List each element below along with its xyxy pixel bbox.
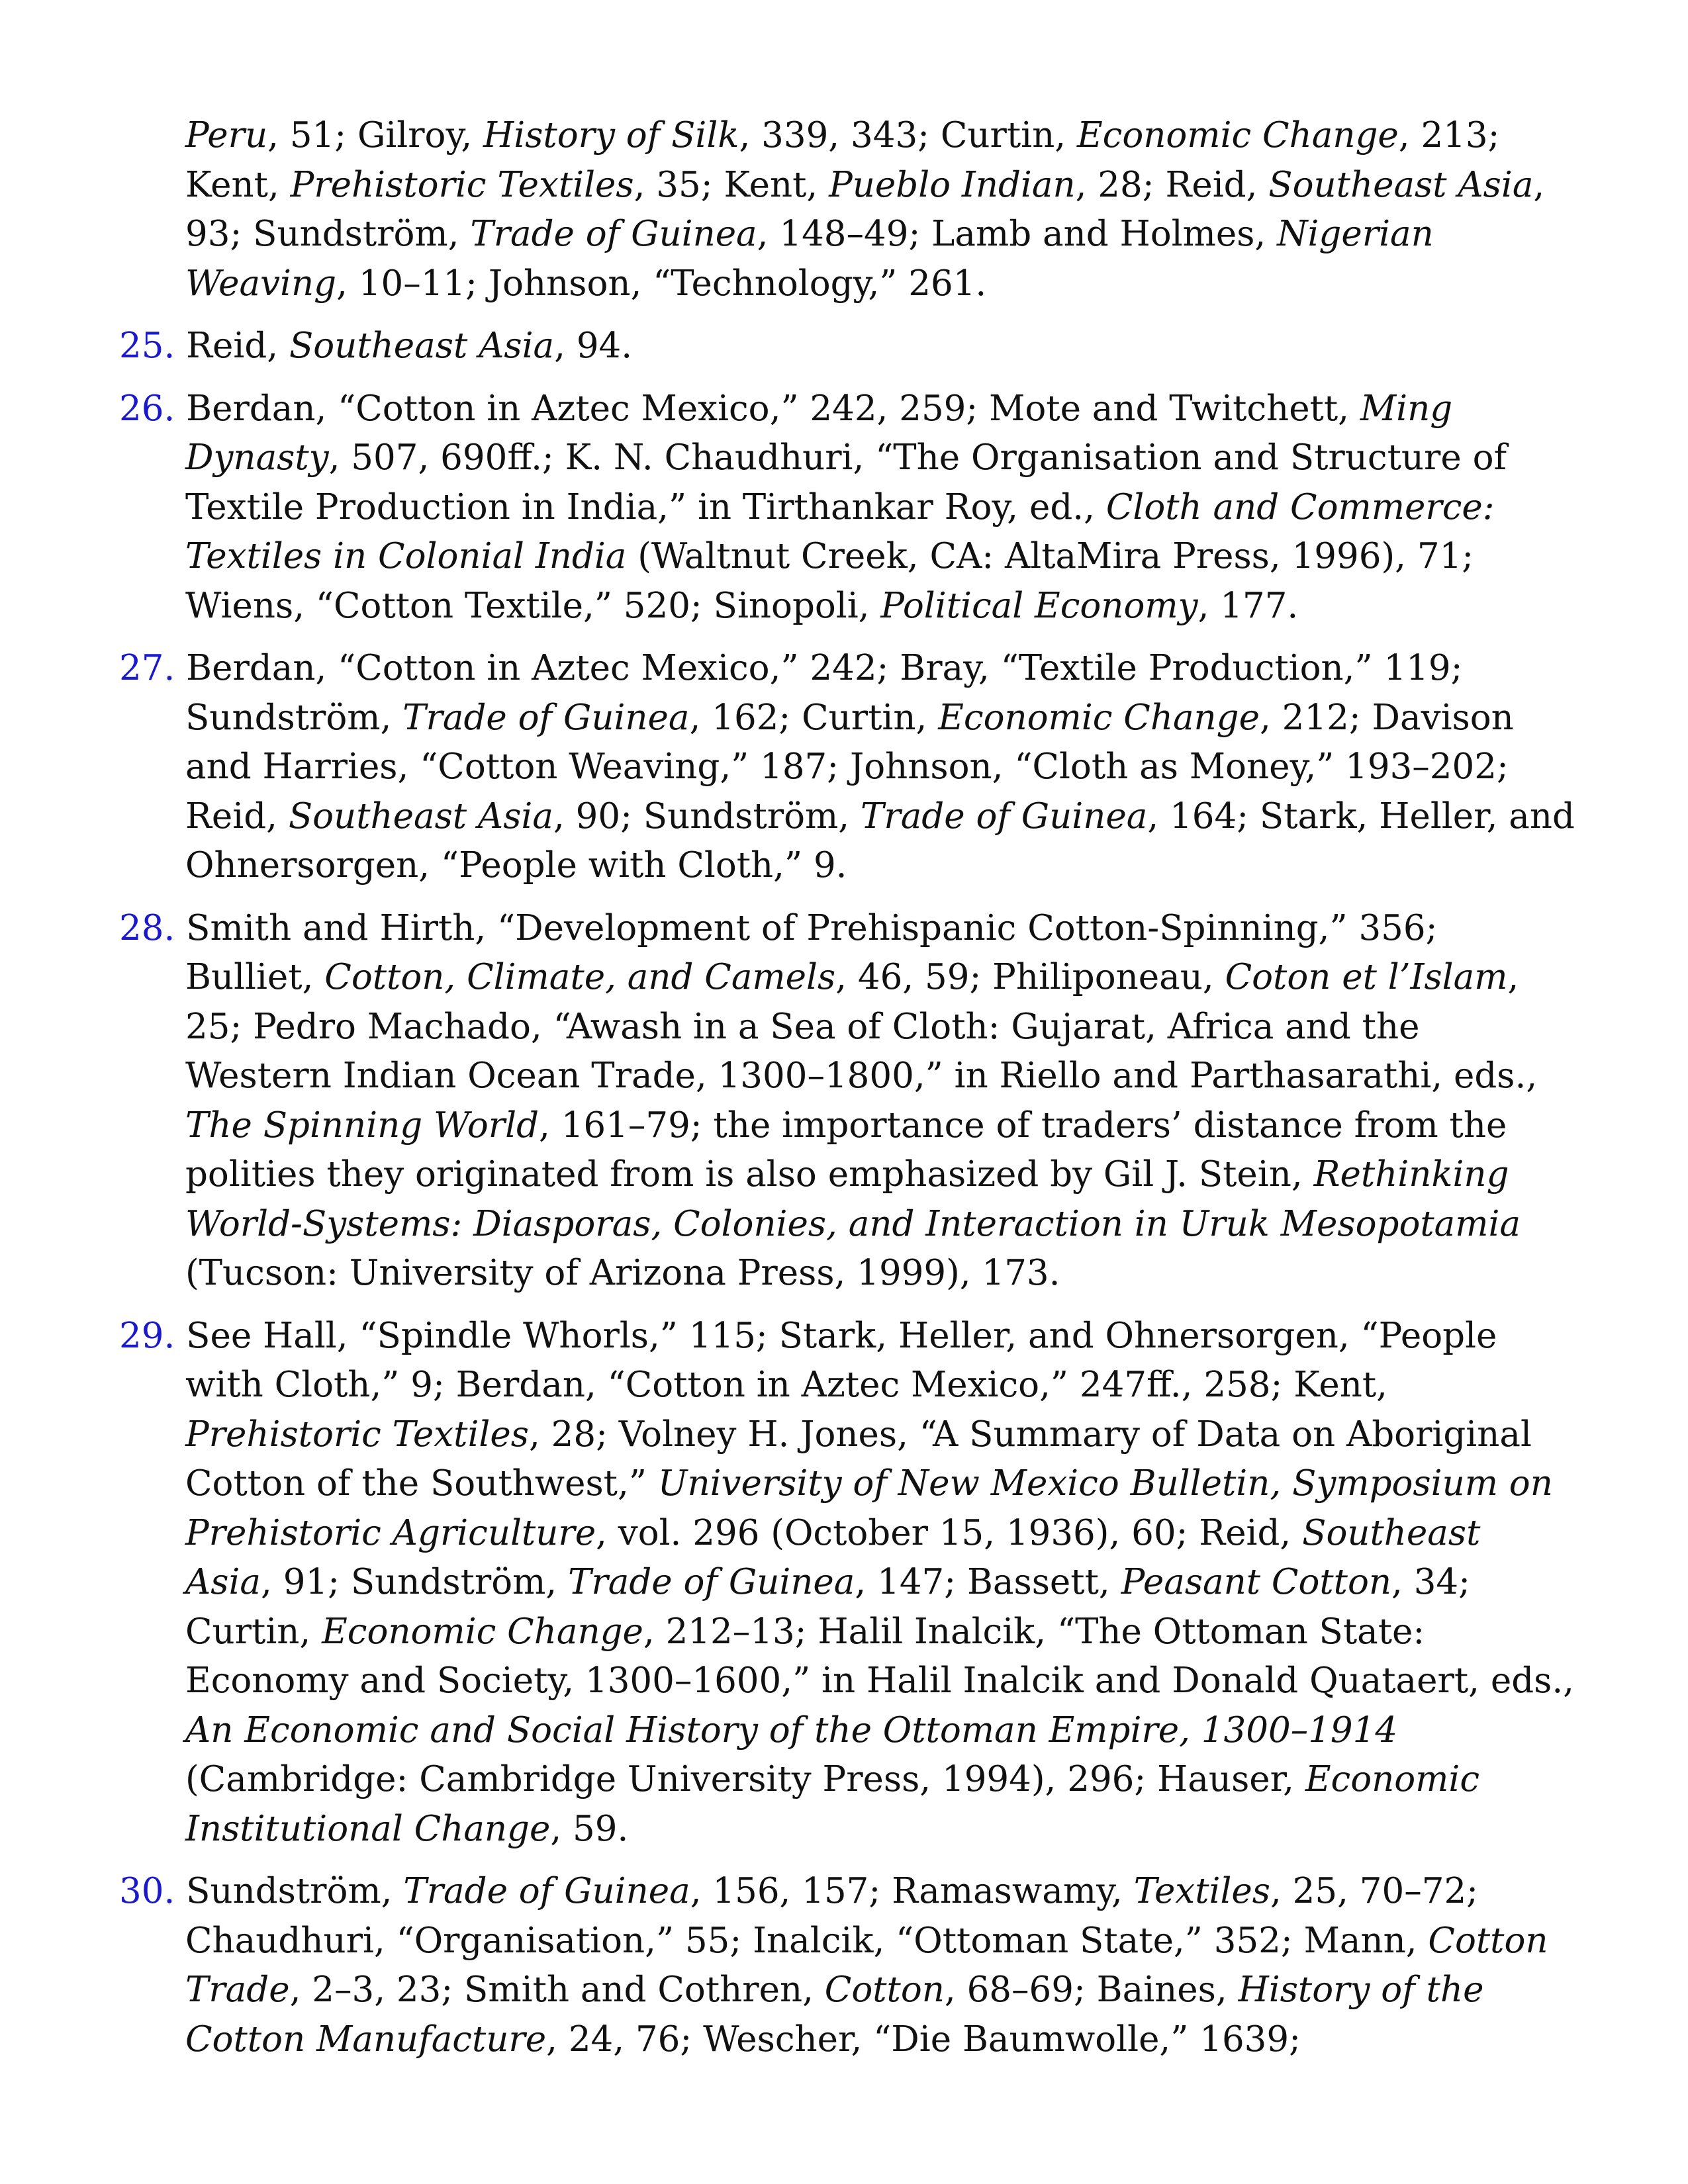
citation-text: , 212; Davison and Harries, “Cotton Weaving,” 187; Johnson, “Cloth as Money,” 193–202; Reid,	[185, 697, 1514, 837]
citation-title: Cotton Trade	[185, 1920, 1548, 2010]
citation-text: , 339, 343; Curtin,	[739, 115, 1077, 156]
citation-text: Sundström,	[186, 1871, 404, 1911]
citation-title: Political Economy	[880, 585, 1198, 626]
citation-text: (Waltnut Creek, CA: AltaMira Press, 1996), 71; Wiens, “Cotton Textile,” 520; Sinopoli,	[185, 536, 1474, 626]
citation-title: Peasant Cotton	[1121, 1562, 1391, 1602]
endnote	[119, 1312, 1575, 1854]
endnotes-page	[119, 111, 1575, 2077]
citation-title: Economic Change	[322, 1611, 643, 1652]
citation-text: See Hall, “Spindle Whorls,” 115; Stark, Heller, and Ohnersorgen, “People with Cloth,” 9; Berdan, “Cotton in Aztec Mexico,” 247ff., 258; Kent,	[185, 1315, 1497, 1405]
endnote-continuation	[119, 111, 1575, 308]
citation-title: History of the Cotton Manufacture	[185, 1970, 1484, 2060]
citation-title: Cloth and Commerce: Textiles in Colonial India	[185, 486, 1495, 576]
endnote-number-link[interactable]: 27.	[119, 648, 175, 688]
citation-text: Reid,	[186, 326, 289, 366]
citation-text: , 24, 76; Wescher, “Die Baumwolle,” 1639;	[546, 2019, 1301, 2060]
endnote	[119, 1867, 1575, 2064]
citation-title: Cotton	[824, 1970, 945, 2010]
citation-title: Prehistoric Textiles	[290, 164, 634, 205]
citation-text: , 28; Reid,	[1075, 164, 1269, 205]
citation-text: , 156, 157; Ramaswamy,	[690, 1871, 1134, 1911]
citation-title: Trade of Guinea	[470, 214, 757, 254]
endnote	[119, 385, 1575, 631]
citation-text: , 68–69; Baines,	[944, 1970, 1239, 2010]
citation-text: , vol. 296 (October 15, 1936), 60; Reid,	[596, 1512, 1303, 1553]
endnote-number-link[interactable]: 26.	[119, 388, 175, 429]
citation-title: Ming Dynasty	[185, 388, 1453, 478]
citation-text: , 161–79; the importance of traders’ distance from the polities they originated from is also emphasized by Gil J. Stein,	[185, 1105, 1507, 1195]
citation-title: Southeast Asia	[289, 326, 555, 366]
citation-text: , 28; Volney H. Jones, “A Summary of Data on Aboriginal Cotton of the Southwest,”	[185, 1414, 1532, 1504]
citation-title: Economic Change	[938, 697, 1260, 738]
endnote-number-link[interactable]: 25.	[119, 326, 175, 366]
citation-text: , 94.	[554, 326, 633, 366]
citation-text: , 35; Kent,	[633, 164, 829, 205]
citation-title: History of Silk	[483, 115, 739, 156]
citation-text: , 10–11; Johnson, “Technology,” 261.	[336, 263, 987, 304]
citation-text: , 46, 59; Philiponeau,	[835, 957, 1225, 997]
endnote-number-link[interactable]: 29.	[119, 1315, 175, 1356]
citation-text: Smith and Hirth, “Development of Prehispanic Cotton-Spinning,” 356; Bulliet,	[185, 907, 1438, 997]
citation-text: , 212–13; Halil Inalcik, “The Ottoman State: Economy and Society, 1300–1600,” in Halil Inalcik and Donald Quataert, eds.,	[185, 1611, 1575, 1701]
citation-title: Trade of Guinea	[861, 796, 1148, 837]
endnote-number-link[interactable]: 30.	[119, 1871, 175, 1911]
citation-title: Nigerian Weaving	[185, 214, 1434, 304]
citation-title: Cotton, Climate, and Camels	[324, 957, 836, 997]
citation-text: , 25, 70–72; Chaudhuri, “Organisation,” 55; Inalcik, “Ottoman State,” 352; Mann,	[185, 1871, 1479, 1961]
citation-text: , 2–3, 23; Smith and Cothren,	[289, 1970, 825, 2010]
citation-title: Trade of Guinea	[403, 1871, 690, 1911]
citation-title: Southeast Asia	[1268, 164, 1534, 205]
citation-text: , 90; Sundström,	[553, 796, 861, 837]
citation-title: An Economic and Social History of the Ottoman Empire, 1300–1914	[185, 1709, 1398, 1751]
citation-title: Trade of Guinea	[568, 1562, 855, 1602]
citation-title: The Spinning World	[185, 1105, 539, 1146]
citation-text: , 93; Sundström,	[185, 164, 1545, 254]
citation-text: , 177.	[1197, 585, 1299, 626]
citation-text: , 59.	[550, 1808, 629, 1849]
citation-text: , 164; Stark, Heller, and Ohnersorgen, “People with Cloth,” 9.	[185, 796, 1575, 886]
citation-title: University of New Mexico Bulletin, Symposium on Prehistoric Agriculture	[185, 1463, 1553, 1553]
citation-text: , 91; Sundström,	[261, 1562, 569, 1602]
citation-text: Berdan, “Cotton in Aztec Mexico,” 242, 259; Mote and Twitchett,	[186, 388, 1360, 429]
citation-title: Rethinking World-Systems: Diasporas, Colonies, and Interaction in Uruk Mesopotamia	[185, 1154, 1521, 1244]
citation-text: , 25; Pedro Machado, “Awash in a Sea of Cloth: Gujarat, Africa and the Western Indian Ocean Trade, 1300–1800,” in Riello and Parthasarathi, eds.,	[185, 957, 1538, 1096]
citation-text: , 34; Curtin,	[185, 1562, 1470, 1652]
citation-title: Textiles	[1133, 1871, 1270, 1911]
citation-text: , 51; Gilroy,	[267, 115, 484, 156]
citation-text: , 147; Bassett,	[855, 1562, 1121, 1602]
citation-title: Southeast Asia	[288, 796, 553, 837]
citation-title: Southeast Asia	[185, 1512, 1481, 1602]
citation-title: Prehistoric Textiles	[185, 1414, 529, 1455]
citation-text: , 507, 690ff.; K. N. Chaudhuri, “The Organisation and Structure of Textile Production in India,” in Tirthankar Roy, ed.,	[185, 437, 1507, 527]
citation-title: Trade of Guinea	[402, 697, 690, 738]
citation-title: Economic Institutional Change	[185, 1759, 1480, 1849]
citation-text: , 162; Curtin,	[689, 697, 939, 738]
citation-title: Pueblo Indian	[829, 164, 1076, 205]
citation-text: Berdan, “Cotton in Aztec Mexico,” 242; Bray, “Textile Production,” 119; Sundström,	[185, 648, 1463, 738]
citation-text: , 213; Kent,	[185, 115, 1500, 205]
endnote	[119, 644, 1575, 891]
endnote-number-link[interactable]: 28.	[119, 907, 175, 948]
citation-text: (Tucson: University of Arizona Press, 1999), 173.	[185, 1253, 1060, 1293]
citation-title: Economic Change	[1076, 115, 1399, 156]
endnote	[119, 904, 1575, 1298]
citation-title: Peru	[185, 115, 268, 156]
citation-text: (Cambridge: Cambridge University Press, 1994), 296; Hauser,	[185, 1759, 1305, 1799]
endnote	[119, 322, 1575, 371]
citation-title: Coton et l’Islam	[1225, 957, 1508, 997]
citation-text: , 148–49; Lamb and Holmes,	[757, 214, 1278, 254]
